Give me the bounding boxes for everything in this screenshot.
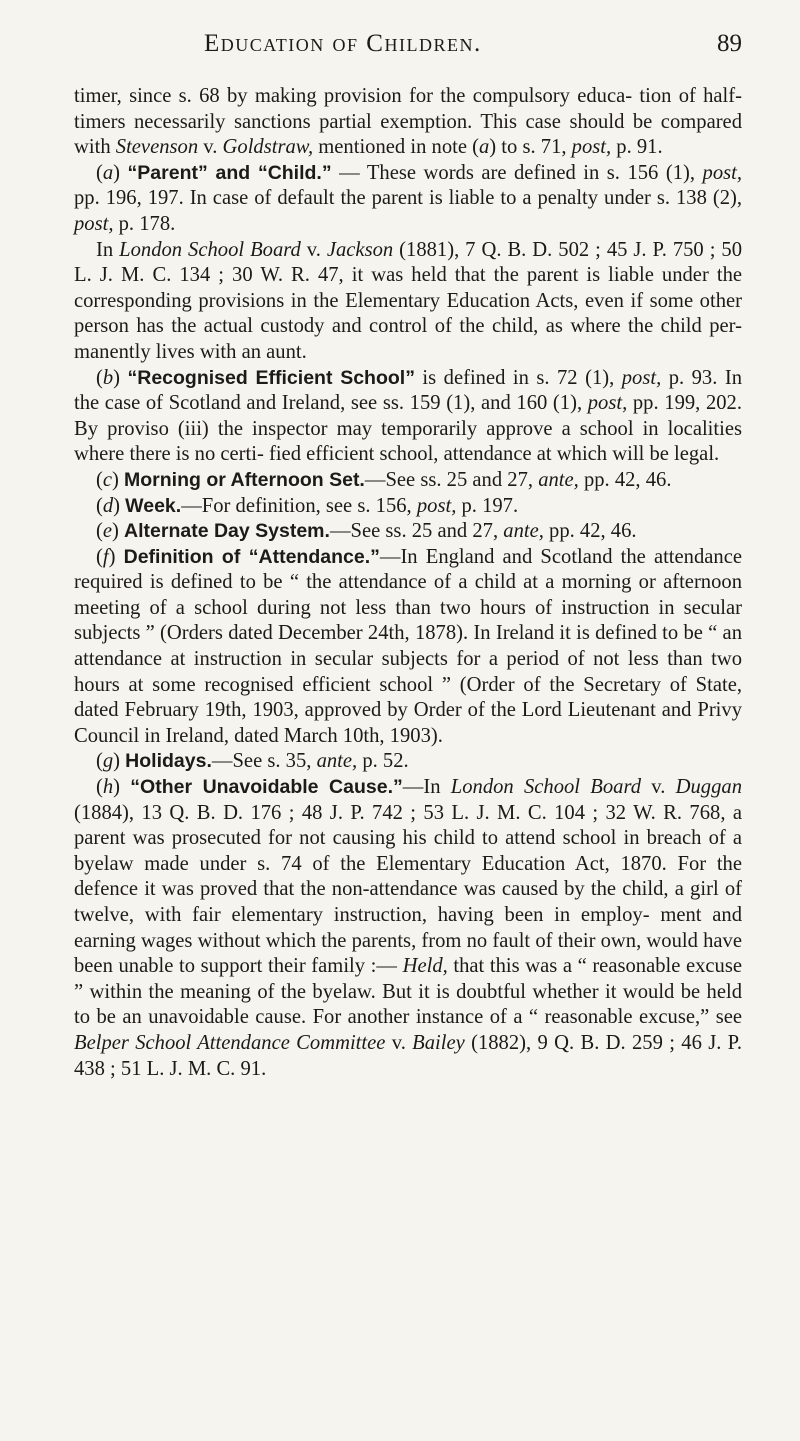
italic-text: e <box>102 520 112 543</box>
italic-text: ante, <box>316 750 358 773</box>
page-body <box>74 84 742 1082</box>
note-heading: “Parent” and “Child.” <box>127 161 332 184</box>
text-run: —In England and Scotland the attendance required is defined to be “ the attendance of a child at a morning or afternoon meeting of a school during not less than two hours of instruction in secular subjects ” (Orders dated December 24th, 1878). In Ireland it is defined to be “ an attendance at instruction in secular subjects for a period of not less than two hours at some recognised efficient school ” (Order of the Secretary of State, dated February 19th, 1903, approved by Order of the Lord Lieutenant and Privy Council in Ireland, dated March 10th, 1903). <box>74 545 742 747</box>
italic-text: London School Board <box>450 776 641 799</box>
note-g <box>74 749 742 775</box>
italic-text: d <box>102 494 114 517</box>
note-heading: Week. <box>125 494 182 517</box>
text-run: ) <box>113 776 131 799</box>
text-run: pp. 196, 197. In case of default the parent is liable to a penalty under s. 138 (2), <box>74 187 742 210</box>
text-run: —See ss. 25 and 27, <box>329 520 504 543</box>
text-run: (1882), 9 Q. B. D. 259 ; 46 J. P. 438 ; 51 L. J. M. C. 91. <box>74 1031 742 1080</box>
note-heading: “Other Unavoidable Cause.” <box>130 776 403 799</box>
text-run: —In <box>402 776 451 799</box>
text-run: that this was a “ reasonable excuse ” within the meaning of the byelaw. But it is doubtful whether it would be held to be an unavoidable cause. For another instance of a “ reasonable excuse,” see <box>74 955 743 1029</box>
italic-text: h <box>102 776 114 799</box>
italic-text: London School Board <box>119 238 301 261</box>
page-number: 89 <box>717 30 742 57</box>
text-run: In <box>96 238 120 261</box>
italic-text: Duggan <box>675 776 742 799</box>
text-run: ) <box>112 468 125 491</box>
note-f <box>74 545 742 750</box>
italic-text: a <box>478 136 490 159</box>
text-run: ( <box>96 468 103 491</box>
running-title: Education of Children. <box>204 30 482 57</box>
note-h <box>74 775 742 1082</box>
text-run: ( <box>96 161 103 184</box>
note-heading: Morning or Afternoon Set. <box>124 468 365 491</box>
text-run: timer, since s. 68 by making provision for the compulsory educa- tion of half-timers necessarily sanctions partial exemption. This case should be compared with <box>74 85 742 159</box>
note-b <box>74 366 742 468</box>
text-run: v. <box>641 776 676 799</box>
text-run: v. <box>300 238 327 261</box>
text-run: ) to s. 71, <box>489 136 572 159</box>
text-run: v. <box>385 1031 413 1054</box>
text-run: pp. 199, 202. By proviso (iii) the inspector may temporarily approve a school in localities where there is no certi- fied efficient school, attendance at which will be legal. <box>74 392 742 466</box>
text-run: p. 178. <box>113 212 176 235</box>
italic-text: g <box>102 750 114 773</box>
note-heading: “Recognised Efficient School” <box>127 366 415 389</box>
text-run: ) <box>113 750 126 773</box>
italic-text: post, <box>702 161 743 184</box>
text-run: mentioned in note ( <box>313 136 479 159</box>
text-run: p. 93. In the case of Scotland and Ireland, see ss. 159 (1), and 160 (1), <box>74 366 742 415</box>
italic-text: Belper School Attendance Committee <box>74 1031 386 1054</box>
italic-text: ante, <box>538 468 579 491</box>
text-run: ) <box>108 545 124 568</box>
italic-text: a <box>102 161 114 184</box>
note-a-case <box>74 238 742 366</box>
text-run: ) <box>113 366 128 389</box>
italic-text: Jackson <box>326 238 394 261</box>
text-run: (1884), 13 Q. B. D. 176 ; 48 J. P. 742 ; 53 L. J. M. C. 104 ; 32 W. R. 768, a parent was prosecuted for not causing his child to attend school in breach of a byelaw made under s. 74 of the Elementary Education Act, 1870. For the defence it was proved that the non-attendance was caused by the child, a girl of twelve, with fair elementary instruction, having been in employ- ment and earning wages without which the parents, from no fault of their own, would have been unable to support their family :— <box>74 801 742 978</box>
text-run: ( <box>96 776 103 799</box>
text-run: ( <box>96 366 103 389</box>
italic-text: c <box>102 468 112 491</box>
italic-text: post, <box>587 392 628 415</box>
note-d <box>74 494 742 520</box>
text-run: p. 91. <box>611 136 663 159</box>
text-run: ) <box>113 161 128 184</box>
italic-text: b <box>102 366 114 389</box>
note-a <box>74 161 742 238</box>
italic-text: post, <box>621 366 662 389</box>
italic-text: Held, <box>402 955 448 978</box>
italic-text: f <box>102 545 109 568</box>
note-heading: Definition of “Attendance.” <box>123 545 380 568</box>
note-heading: Alternate Day System. <box>124 520 330 543</box>
text-run: pp. 42, 46. <box>543 520 637 543</box>
text-run: — These words are defined in s. 156 (1), <box>331 161 703 184</box>
italic-text: Bailey <box>412 1031 465 1054</box>
text-run: is defined in s. 72 (1), <box>414 366 622 389</box>
text-run: p. 197. <box>456 494 519 517</box>
text-run: ( <box>96 494 103 517</box>
paragraph-intro <box>74 84 742 161</box>
italic-text: post, <box>571 136 612 159</box>
text-run: v. <box>198 136 223 159</box>
note-heading: Holidays. <box>125 750 212 773</box>
text-run: (1881), 7 Q. B. D. 502 ; 45 J. P. 750 ; 50 L. J. M. C. 134 ; 30 W. R. 47, it was held that the parent is liable under the corresponding provisions in the Elementary Education Acts, even if some other person has the actual custody and control of the child, as where the child per- manently lives with an aunt. <box>74 238 742 363</box>
italic-text: Goldstraw, <box>222 136 314 159</box>
text-run: p. 52. <box>357 750 409 773</box>
text-run: pp. 42, 46. <box>578 468 672 491</box>
text-run: —See ss. 25 and 27, <box>364 468 539 491</box>
italic-text: post, <box>416 494 457 517</box>
note-e <box>74 519 742 545</box>
text-run: ( <box>96 750 103 773</box>
italic-text: post, <box>74 212 114 235</box>
note-c <box>74 468 742 494</box>
text-run: —For definition, see s. 156, <box>181 494 417 517</box>
italic-text: ante, <box>503 520 544 543</box>
text-run: ( <box>96 545 103 568</box>
text-run: ) <box>112 520 125 543</box>
italic-text: Stevenson <box>115 136 199 159</box>
running-head <box>74 22 742 62</box>
text-run: —See s. 35, <box>211 750 317 773</box>
text-run: ( <box>96 520 103 543</box>
text-run: ) <box>113 494 126 517</box>
